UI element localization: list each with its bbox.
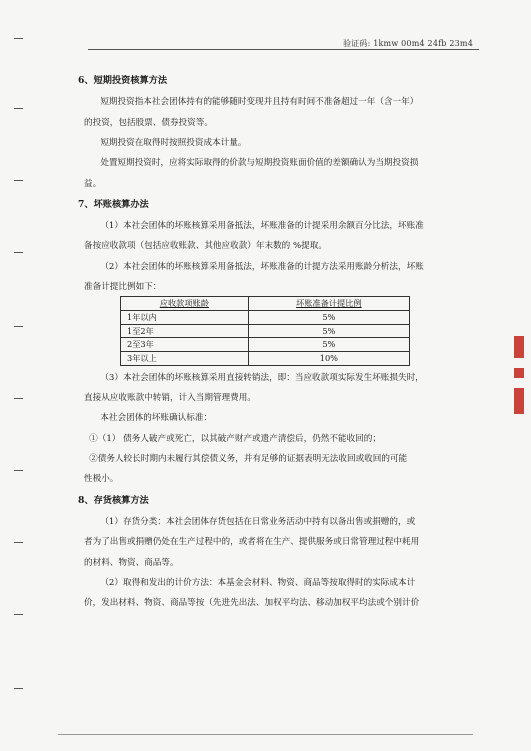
bad-debt-ratio-table <box>120 296 410 366</box>
table-header: 应收款项账龄 <box>121 297 249 311</box>
paragraph: 短期投资在取得时按照投资成本计量。 <box>100 137 247 148</box>
seal-stamp-fragment <box>514 336 524 358</box>
paragraph: ①（1） 债务人破产或死亡，以其破产财产或遗产清偿后，仍然不能收回的； <box>89 433 381 444</box>
seal-stamp-fragment <box>514 368 524 378</box>
margin-tick <box>14 38 23 39</box>
table-cell: 2至3年 <box>121 338 249 352</box>
paragraph: 的投资，包括股票、债券投资等。 <box>84 117 213 128</box>
paragraph: 直接从应收账款中转销，计入当期管理费用。 <box>84 393 256 404</box>
verification-code: 验证码: 1kmw 00m4 24fb 23m4 <box>342 39 473 48</box>
paragraph: 短期投资指本社会团体持有的能够随时变现并且持有时间不准备超过一年（含一年） <box>100 97 419 108</box>
paragraph: （1）本社会团体的坏账核算采用备抵法，坏账准备的计提采用余额百分比法，坏账准 <box>100 221 424 232</box>
margin-tick <box>14 326 23 327</box>
paragraph: （3）本社会团体的坏账核算采用直接转销法，即：当应收款项实际发生坏账损失时， <box>100 372 424 383</box>
paragraph: 者为了出售或捐赠仍处在生产过程中的，或者将在生产、提供服务或日常管理过程中耗用 <box>84 537 420 548</box>
margin-tick <box>14 688 23 689</box>
table-row <box>121 352 410 366</box>
seal-stamp-fragment <box>514 388 524 414</box>
paragraph: 准备计提比例如下： <box>84 282 162 292</box>
paragraph: （1）存货分类：本社会团体存货包括在日常业务活动中持有以备出售或捐赠的，或 <box>100 516 416 527</box>
table-cell: 5% <box>248 324 409 338</box>
table-cell: 5% <box>248 338 409 352</box>
margin-tick <box>14 180 23 181</box>
table-cell: 5% <box>248 311 409 325</box>
header-rule <box>88 49 479 50</box>
table-row <box>121 338 410 352</box>
paragraph: 的材料、物资、商品等。 <box>84 557 179 568</box>
bottom-rule <box>58 734 473 735</box>
paragraph: （2）取得和发出的计价方法：本基金会材料、物资、商品等按取得时的实际成本计 <box>100 577 416 588</box>
margin-tick <box>14 470 23 471</box>
table-cell: 1至2年 <box>121 324 249 338</box>
table-cell: 3年以上 <box>121 352 249 366</box>
margin-tick <box>14 108 23 109</box>
section-heading: 6、短期投资核算方法 <box>78 75 168 86</box>
section-heading: 7、坏账核算办法 <box>78 198 149 210</box>
paragraph: 价，发出材料、物资、商品等按（先进先出法、加权平均法、移动加权平均法或个别计价 <box>84 598 420 609</box>
paragraph: 性极小。 <box>84 474 119 485</box>
table-row <box>121 324 410 338</box>
margin-tick <box>14 614 23 615</box>
section-heading: 8、存货核算方法 <box>78 494 149 506</box>
margin-tick <box>14 542 23 543</box>
table-cell: 10% <box>248 352 409 366</box>
paragraph: 备按应收款项（包括应收账款、其他应收款）年末数的 %提取。 <box>84 241 327 252</box>
margin-tick <box>14 252 23 253</box>
table-header: 坏账准备计提比例 <box>248 297 409 311</box>
table-header-row <box>121 297 410 311</box>
paragraph: 处置短期投资时，应将实际取得的价款与短期投资账面价值的差额确认为当期投资损 <box>100 158 419 169</box>
table-row <box>121 311 410 325</box>
margin-tick <box>14 398 23 399</box>
paragraph: 益。 <box>84 178 102 189</box>
paragraph: （2）本社会团体的坏账核算采用备抵法，坏账准备的计提方法采用账龄分析法，坏账 <box>100 261 424 272</box>
table-cell: 1年以内 <box>121 311 249 325</box>
paragraph: ②债务人较长时期内未履行其偿债义务，并有足够的证据表明无法收回或收回的可能 <box>89 454 408 465</box>
paragraph: 本社会团体的坏账确认标准： <box>100 413 213 424</box>
document-body <box>78 74 464 618</box>
